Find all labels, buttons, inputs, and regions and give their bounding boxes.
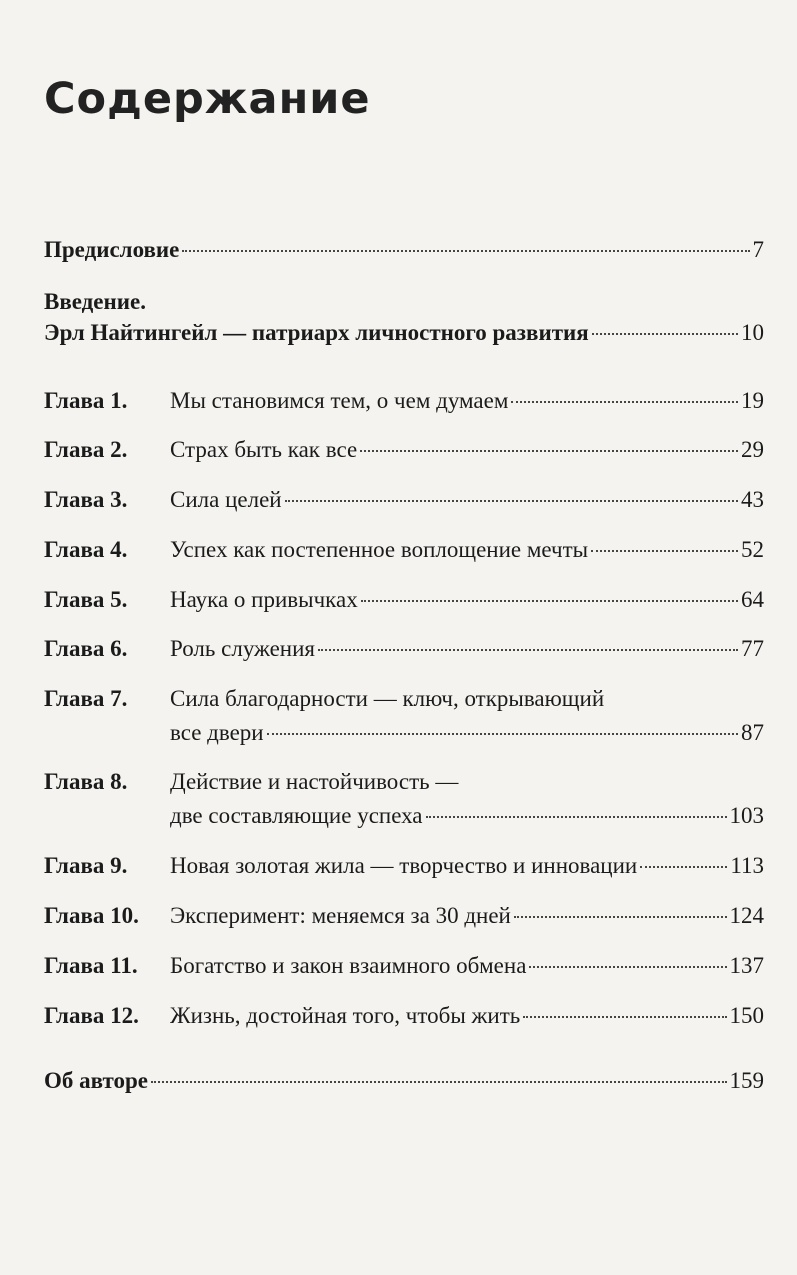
- chapter-number: Глава 5.: [44, 587, 128, 612]
- toc-entry-label: Предисловие: [44, 237, 180, 262]
- toc-entry-chapter-4[interactable]: [44, 536, 764, 564]
- book-page: [44, 0, 764, 1275]
- toc-page-number: 77: [741, 636, 764, 661]
- dot-leader: [361, 600, 738, 602]
- chapter-title: Жизнь, достойная того, чтобы жить: [170, 1003, 521, 1028]
- dot-leader: [511, 401, 738, 403]
- chapter-number: Глава 8.: [44, 769, 128, 794]
- toc-entry-chapter-7[interactable]: [44, 685, 764, 747]
- chapter-title: Сила благодарности — ключ, открывающий: [170, 686, 605, 711]
- dot-leader: [182, 250, 749, 252]
- chapter-number: Глава 7.: [44, 686, 128, 711]
- dot-leader: [426, 816, 727, 818]
- page-title: Содержание: [44, 74, 371, 124]
- chapter-number: Глава 6.: [44, 636, 128, 661]
- toc-entry-chapter-5[interactable]: [44, 586, 764, 614]
- chapter-title: Сила целей: [170, 487, 282, 512]
- toc-page-number: 87: [741, 720, 764, 745]
- toc-page-number: 103: [729, 803, 764, 828]
- chapter-title: Новая золотая жила — творчество и инновации: [170, 853, 638, 878]
- dot-leader: [151, 1081, 727, 1083]
- toc-page-number: 52: [741, 537, 764, 562]
- toc-page-number: 10: [741, 320, 764, 345]
- toc-page-number: 7: [752, 237, 764, 262]
- chapter-title-continued: две составляющие успеха: [170, 803, 423, 828]
- dot-leader: [529, 966, 726, 968]
- chapter-number: Глава 4.: [44, 537, 128, 562]
- toc-entry-chapter-6[interactable]: [44, 635, 764, 663]
- chapter-number: Глава 11.: [44, 953, 138, 978]
- dot-leader: [267, 733, 738, 735]
- chapter-title: Роль служения: [170, 636, 316, 661]
- toc-page-number: 124: [729, 903, 764, 928]
- dot-leader: [318, 649, 738, 651]
- chapter-number: Глава 3.: [44, 487, 128, 512]
- toc-entry-foreword[interactable]: [44, 236, 764, 264]
- dot-leader: [592, 333, 738, 335]
- chapter-title-continued: все двери: [170, 720, 264, 745]
- toc-entry-chapter-12[interactable]: [44, 1002, 764, 1030]
- toc-entry-chapter-8[interactable]: [44, 768, 764, 830]
- dot-leader: [514, 916, 727, 918]
- toc-page-number: 159: [729, 1068, 764, 1093]
- toc-entry-chapter-2[interactable]: [44, 436, 764, 464]
- toc-entry-label: Эрл Найтингейл — патриарх личностного развития: [44, 320, 589, 345]
- dot-leader: [523, 1016, 726, 1018]
- toc-entry-chapter-1[interactable]: [44, 387, 764, 415]
- dot-leader: [360, 450, 738, 452]
- toc-page-number: 43: [741, 487, 764, 512]
- toc-entry-about-author[interactable]: [44, 1067, 764, 1095]
- toc-page-number: 64: [741, 587, 764, 612]
- toc-page-number: 150: [729, 1003, 764, 1028]
- chapter-title: Успех как постепенное воплощение мечты: [170, 537, 589, 562]
- chapter-number: Глава 12.: [44, 1003, 139, 1028]
- chapter-number: Глава 9.: [44, 853, 128, 878]
- toc-entry-chapter-10[interactable]: [44, 902, 764, 930]
- toc-intro-heading: Введение.: [44, 289, 146, 314]
- toc-entry-introduction[interactable]: [44, 288, 764, 347]
- toc-page-number: 137: [729, 953, 764, 978]
- toc-page-number: 113: [730, 853, 764, 878]
- chapter-number: Глава 1.: [44, 388, 128, 413]
- chapter-title: Эксперимент: меняемся за 30 дней: [170, 903, 511, 928]
- toc-page-number: 29: [741, 437, 764, 462]
- dot-leader: [285, 500, 738, 502]
- chapter-title: Действие и настойчивость —: [170, 769, 459, 794]
- chapter-number: Глава 2.: [44, 437, 128, 462]
- dot-leader: [591, 550, 738, 552]
- toc-entry-chapter-3[interactable]: [44, 486, 764, 514]
- toc-entry-chapter-11[interactable]: [44, 952, 764, 980]
- chapter-title: Страх быть как все: [170, 437, 358, 462]
- dot-leader: [640, 866, 727, 868]
- toc-entry-chapter-9[interactable]: [44, 852, 764, 880]
- toc-entry-label: Об авторе: [44, 1068, 148, 1093]
- chapter-title: Богатство и закон взаимного обмена: [170, 953, 527, 978]
- chapter-title: Мы становимся тем, о чем думаем: [170, 388, 509, 413]
- chapter-title: Наука о привычках: [170, 587, 358, 612]
- toc-page-number: 19: [741, 388, 764, 413]
- chapter-number: Глава 10.: [44, 903, 139, 928]
